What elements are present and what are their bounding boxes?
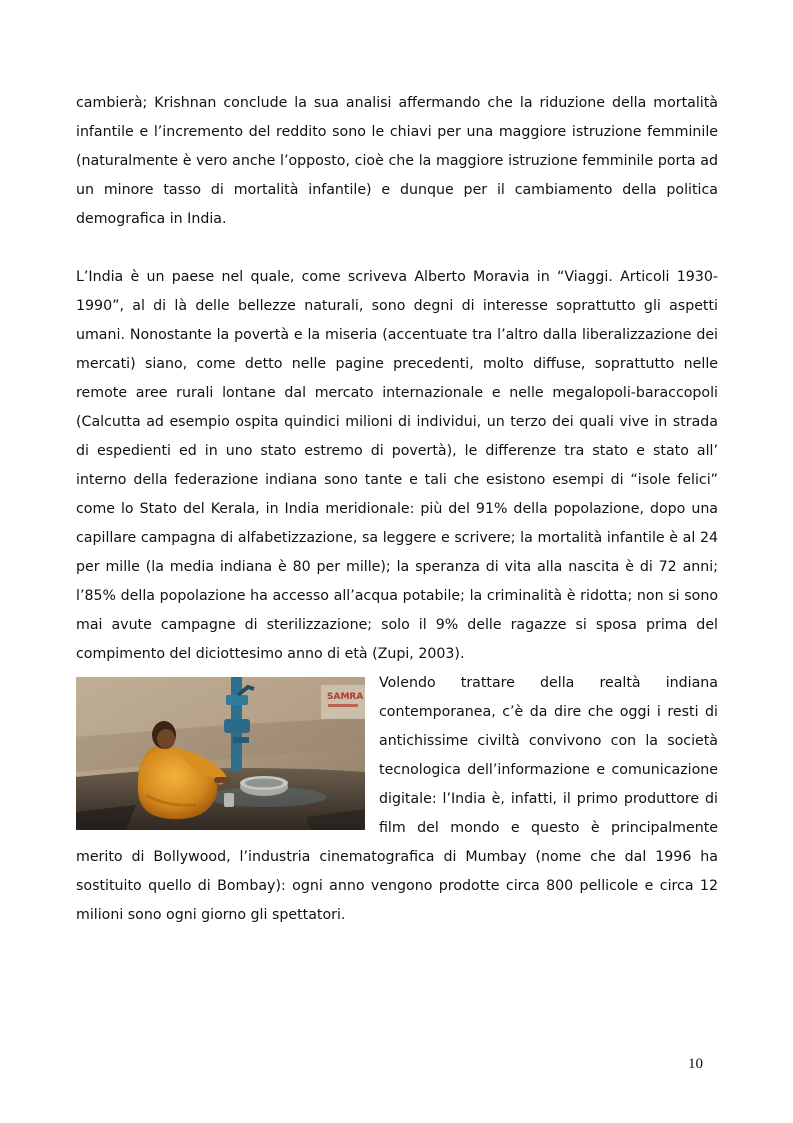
paragraph-bollywood: Volendo trattare della realtà indiana contemporanea, c’è da dire che oggi i resti di antichissime civiltà convivono con la società tecnologica dell’informazione e comunicazione digitale: l’India è, infatti, il primo produttore di film del mondo e questo è principalmente merito di Bollywood, l’industria cinematografica di Mumbay (nome che dal 1996 ha sostituito quello di Bombay): ogni anno vengono prodotte circa 800 pellicole e circa 12 milioni sono ogni giorno gli spettatori.: [76, 675, 718, 923]
paragraph-kerala: L’India è un paese nel quale, come scriveva Alberto Moravia in “Viaggi. Articoli 1930-1990”, al di là delle bellezze naturali, sono degni di interesse soprattutto gli aspetti umani. Nonostante la povertà e la miseria (accentuate tra l’altro dalla liberalizzazione dei mercati) siano, come detto nelle pagine precedenti, molto diffuse, soprattutto nelle remote aree rurali lontane dal mercato internazionale e nelle megalopoli-baraccopoli (Calcutta ad esempio ospita quindici milioni di individui, un terzo dei quali vive in strada di espedienti ed in uno stato estremo di povertà), le differenze tra stato e stato all’ interno della federazione indiana sono tante e tali che esistono esempi di “isole felici” come lo Stato del Kerala, in India meridionale: più del 91% della popolazione, dopo una capillare campagna di alfabetizzazione, sa leggere e scrivere; la mortalità infantile è al 24 per mille (la media indiana è 80 per mille); la speranza di vita alla nascita è di 72 anni; l’85% della popolazione ha accesso all’acqua potabile; la criminalità è ridotta; non si sono mai avute campagne di sterilizzazione; solo il 9% delle ragazze si sposa prima del compimento del diciottesimo anno di età (Zupi, 2003).: [76, 269, 718, 662]
photo-and-text-block: [76, 669, 718, 930]
wall-sign-text: SAMRA: [327, 692, 364, 702]
paragraph-mortality: cambierà; Krishnan conclude la sua analisi affermando che la riduzione della mortalità infantile e l’incremento del reddito sono le chiavi per una maggiore istruzione femminile (naturalmente è vero anche l’opposto, cioè che la maggiore istruzione femminile porta ad un minore tasso di mortalità infantile) e dunque per il cambiamento della politica demografica in India.: [76, 95, 718, 227]
woman-at-water-pump-photo: [76, 677, 365, 830]
page-number: 10: [688, 1056, 703, 1072]
